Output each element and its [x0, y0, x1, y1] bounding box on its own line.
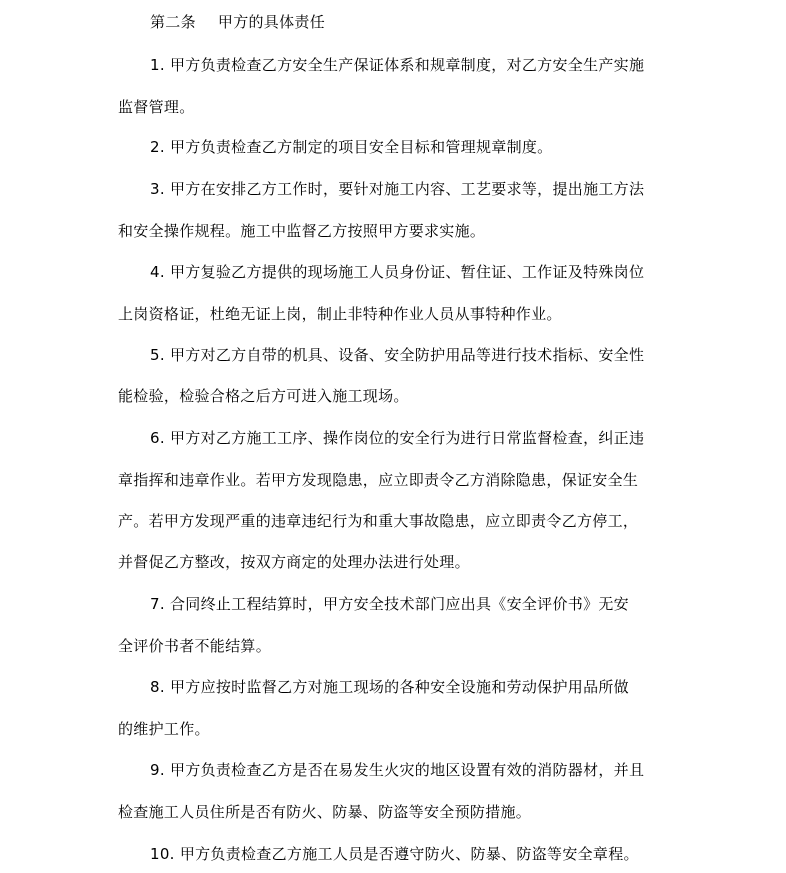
article-number: 第二条	[150, 13, 196, 31]
paragraph-line: 上岗资格证，杜绝无证上岗，制止非特种作业人员从事特种作业。	[118, 305, 562, 323]
paragraph-line: 7. 合同终止工程结算时，甲方安全技术部门应出具《安全评价书》无安	[150, 595, 629, 613]
paragraph-line: 全评价书者不能结算。	[118, 637, 272, 655]
article-title	[0, 12, 786, 32]
paragraph-line: 4. 甲方复验乙方提供的现场施工人员身份证、暂住证、工作证及特殊岗位	[150, 263, 645, 281]
paragraph-line: 章指挥和违章作业。若甲方发现隐患，应立即责令乙方消除隐患，保证安全生	[118, 471, 639, 489]
paragraph-line: 1. 甲方负责检查乙方安全生产保证体系和规章制度，对乙方安全生产实施	[150, 56, 645, 74]
paragraph-line: 9. 甲方负责检查乙方是否在易发生火灾的地区设置有效的消防器材，并且	[150, 761, 645, 779]
paragraph-line: 10. 甲方负责检查乙方施工人员是否遵守防火、防暴、防盗等安全章程。	[150, 845, 639, 863]
paragraph-line: 能检验，检验合格之后方可进入施工现场。	[118, 387, 409, 405]
paragraph-line: 2. 甲方负责检查乙方制定的项目安全目标和管理规章制度。	[150, 138, 553, 156]
article-heading: 甲方的具体责任	[217, 13, 326, 31]
paragraph-line: 检查施工人员住所是否有防火、防暴、防盗等安全预防措施。	[118, 803, 532, 821]
paragraph-line: 监督管理。	[118, 98, 195, 116]
paragraph-line: 3. 甲方在安排乙方工作时，要针对施工内容、工艺要求等，提出施工方法	[150, 180, 645, 198]
paragraph-line: 8. 甲方应按时监督乙方对施工现场的各种安全设施和劳动保护用品所做	[150, 678, 629, 696]
paragraph-line: 产。若甲方发现严重的违章违纪行为和重大事故隐患，应立即责令乙方停工，	[118, 512, 639, 530]
paragraph-line: 和安全操作规程。施工中监督乙方按照甲方要求实施。	[118, 222, 486, 240]
paragraph-line: 5. 甲方对乙方自带的机具、设备、安全防护用品等进行技术指标、安全性	[150, 346, 645, 364]
paragraph-line: 并督促乙方整改，按双方商定的处理办法进行处理。	[118, 553, 470, 571]
paragraph-line: 的维护工作。	[118, 720, 210, 738]
paragraph-line: 6. 甲方对乙方施工工序、操作岗位的安全行为进行日常监督检查，纠正违	[150, 429, 645, 447]
